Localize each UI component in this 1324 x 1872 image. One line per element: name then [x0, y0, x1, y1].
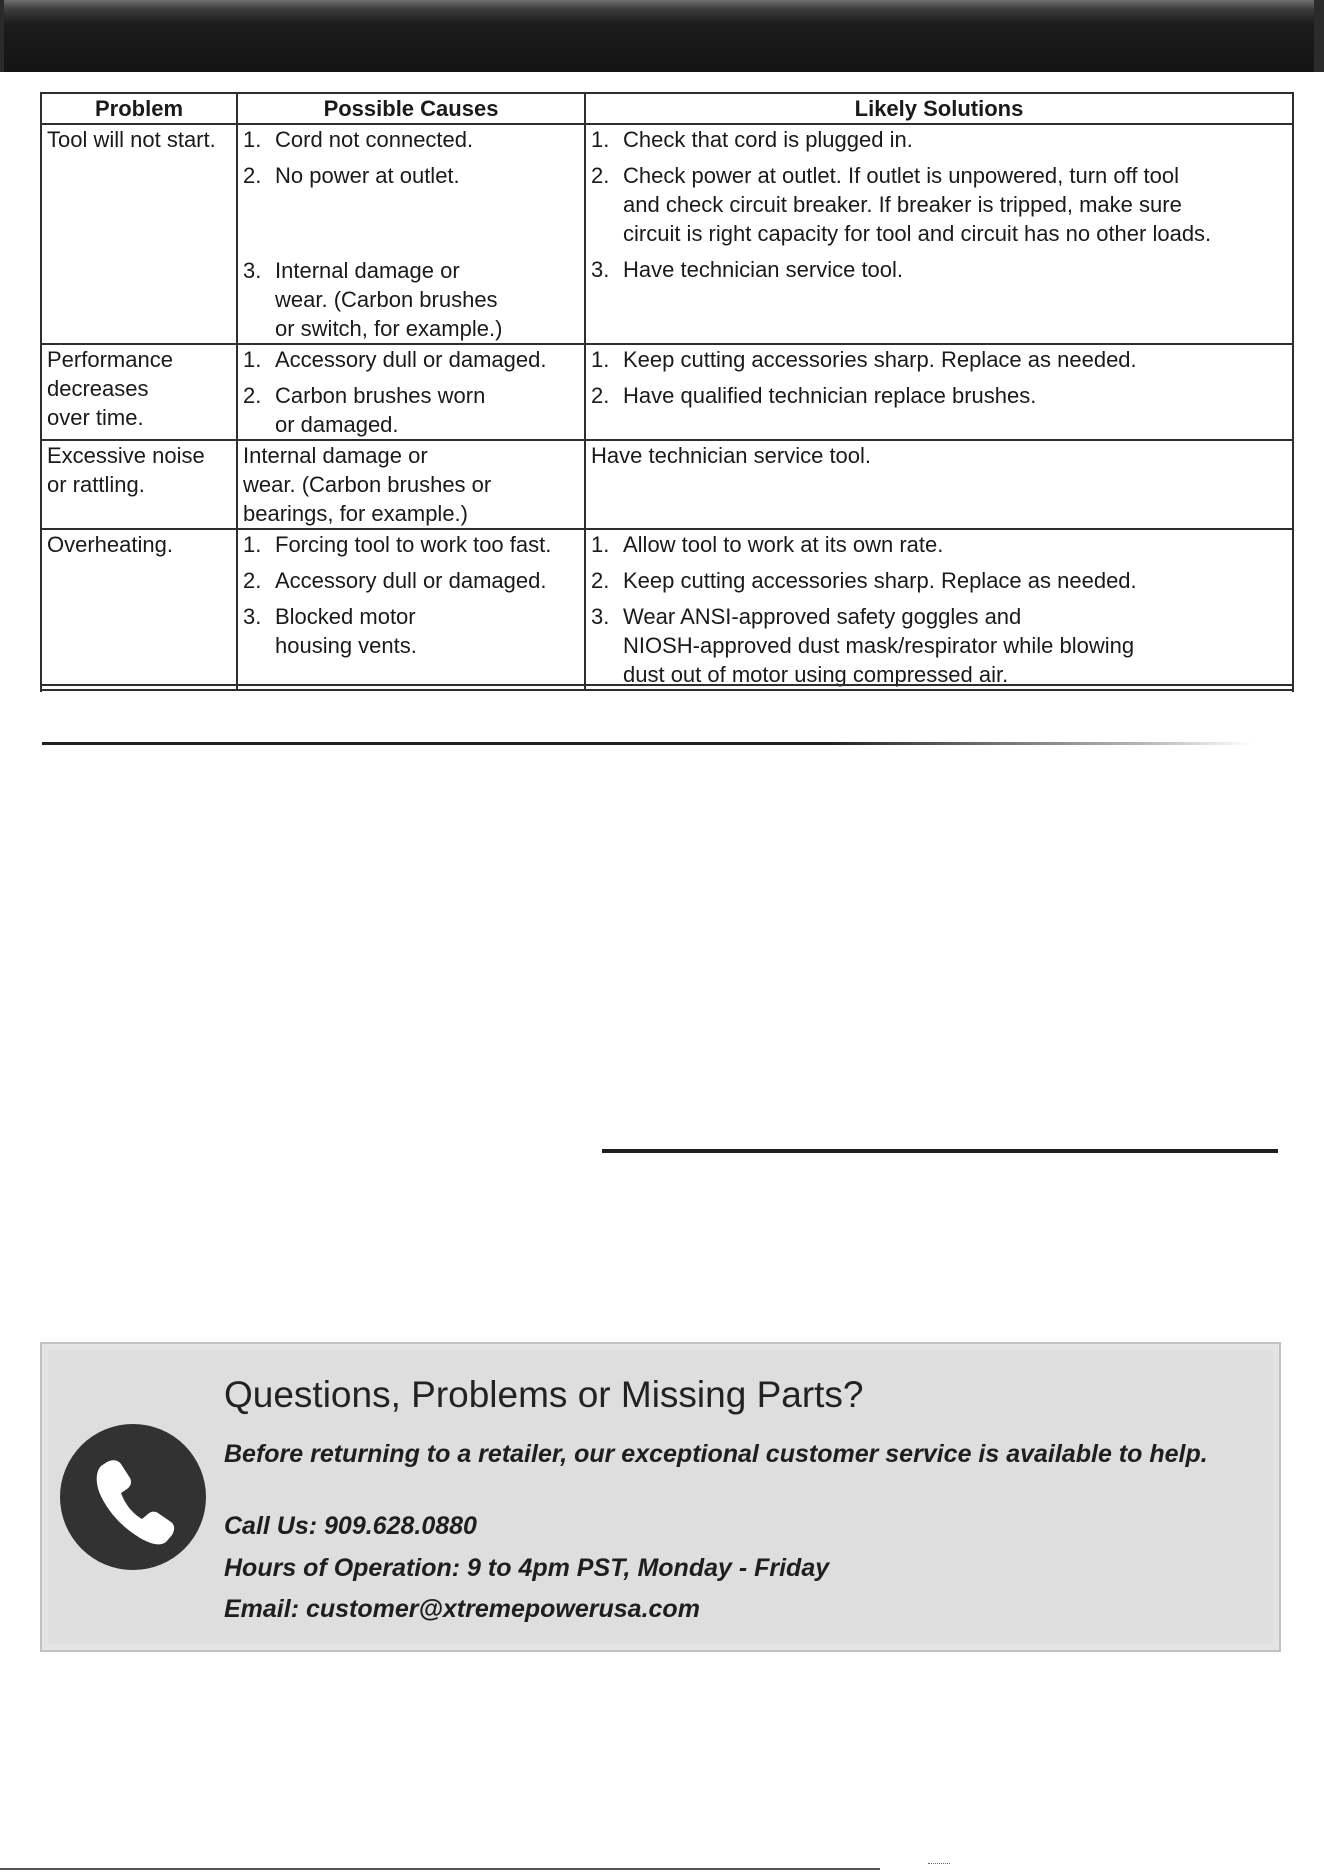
problem-cell: Excessive noise or rattling.: [41, 440, 237, 529]
list-item: 3. Have technician service tool.: [591, 257, 904, 282]
footer-rule: [0, 1868, 880, 1870]
list-item: 2. Have qualified technician replace brushes.: [591, 383, 1037, 408]
support-title: Questions, Problems or Missing Parts?: [224, 1374, 864, 1415]
table-row: [41, 344, 1293, 440]
causes-cell: [237, 344, 585, 440]
section-divider: [42, 742, 1252, 745]
list-item: 3. Wear ANSI-approved safety goggles and NIOSH-approved dust mask/respirator while blowing dust out of motor using compressed air.: [591, 604, 1135, 687]
solutions-cell: [585, 529, 1293, 690]
support-subtitle: Before returning to a retailer, our exceptional customer service is available to help.: [224, 1440, 1208, 1468]
header-bar: [0, 0, 1324, 72]
support-phone: Call Us: 909.628.0880: [224, 1512, 477, 1540]
customer-support-box: [40, 1342, 1281, 1652]
list-item: 2. Keep cutting accessories sharp. Replace as needed.: [591, 568, 1137, 593]
support-email[interactable]: Email: customer@xtremepowerusa.com: [224, 1595, 700, 1623]
list-item: 1. Forcing tool to work too fast.: [243, 532, 552, 557]
list-item: 3. Blocked motor housing vents.: [243, 604, 417, 658]
header-problem: Problem: [41, 93, 237, 124]
table-row: [41, 124, 1293, 344]
list-item: 2. Carbon brushes worn or damaged.: [243, 383, 486, 437]
list-item: 1. Keep cutting accessories sharp. Replace as needed.: [591, 347, 1137, 372]
table-header-row: [41, 93, 1293, 124]
list-item: 2. Check power at outlet. If outlet is unpowered, turn off tool and check circuit breaker. If breaker is tripped, make sure circuit is right capacity for tool and circuit has no other loads.: [591, 163, 1212, 246]
header-possible-causes: Possible Causes: [237, 93, 585, 124]
list-item: 1. Cord not connected.: [243, 127, 474, 152]
table-row: [41, 440, 1293, 529]
causes-cell: [237, 124, 585, 344]
list-item: 1. Accessory dull or damaged.: [243, 347, 547, 372]
list-item: 3. Internal damage or wear. (Carbon brushes or switch, for example.): [243, 258, 503, 341]
troubleshooting-table: [40, 92, 1294, 691]
problem-cell: Overheating.: [41, 529, 237, 690]
list-item: 2. Accessory dull or damaged.: [243, 568, 547, 593]
solutions-cell: [585, 124, 1293, 344]
problem-cell: Tool will not start.: [41, 124, 237, 344]
table-row: [41, 529, 1293, 690]
list-item: 2. No power at outlet.: [243, 163, 460, 188]
table-continuation: [40, 684, 1294, 692]
header-likely-solutions: Likely Solutions: [585, 93, 1293, 124]
phone-icon: [60, 1424, 206, 1570]
problem-cell: Performance decreases over time.: [41, 344, 237, 440]
solutions-cell: [585, 344, 1293, 440]
solutions-cell: Have technician service tool.: [585, 440, 1293, 529]
list-item: 1. Allow tool to work at its own rate.: [591, 532, 944, 557]
causes-cell: [237, 529, 585, 690]
signature-line: [602, 1149, 1278, 1153]
support-hours: Hours of Operation: 9 to 4pm PST, Monday - Friday: [224, 1554, 830, 1582]
footer-mark: [928, 1863, 950, 1867]
list-item: 1. Check that cord is plugged in.: [591, 127, 913, 152]
causes-cell: Internal damage or wear. (Carbon brushes or bearings, for example.): [237, 440, 585, 529]
